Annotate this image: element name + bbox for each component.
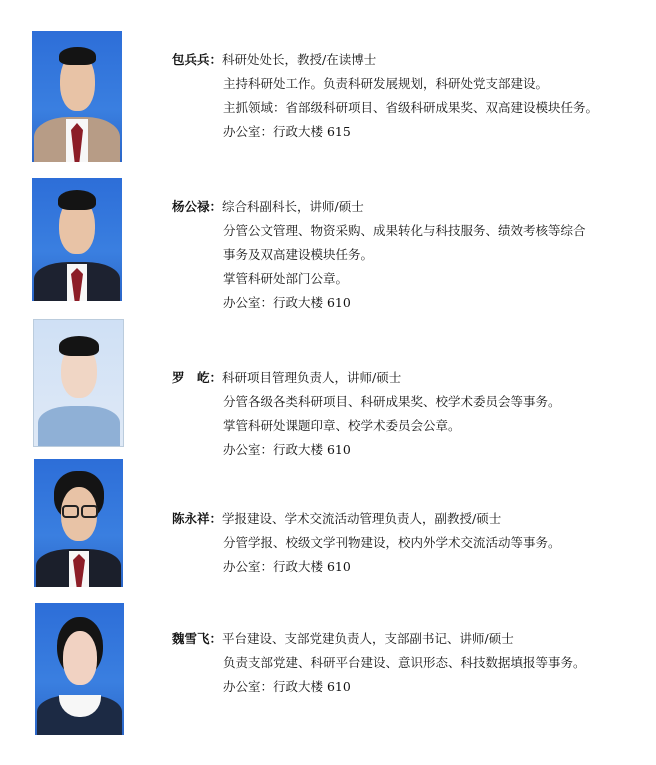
glasses-right	[81, 505, 98, 518]
portrait-photo	[33, 319, 124, 447]
staff-title: 平台建设、支部党建负责人，支部副书记、讲师/硕士	[222, 631, 514, 646]
staff-office: 办公室：行政大楼 615	[223, 124, 351, 139]
staff-duty: 掌管科研处课题印章、校学术委员会公章。	[223, 418, 461, 433]
staff-title: 综合科副科长，讲师/硕士	[222, 199, 364, 214]
portrait-photo	[35, 603, 124, 735]
staff-duty: 主抓领域：省部级科研项目、省级科研成果奖、双高建设模块任务。	[223, 100, 599, 115]
staff-duty: 掌管科研处部门公章。	[223, 271, 349, 286]
staff-name: 杨公禄：	[172, 199, 223, 214]
staff-duty: 负责支部党建、科研平台建设、意识形态、科技数据填报等事务。	[223, 655, 586, 670]
staff-duty: 事务及双高建设模块任务。	[223, 247, 374, 262]
hair	[59, 336, 99, 356]
staff-office: 办公室：行政大楼 610	[223, 295, 351, 310]
glasses-left	[62, 505, 79, 518]
staff-duty: 分管各级各类科研项目、科研成果奖、校学术委员会等事务。	[223, 394, 561, 409]
staff-name: 陈永祥：	[172, 511, 223, 526]
hair	[58, 190, 96, 210]
staff-name: 魏雪飞：	[172, 631, 223, 646]
staff-office: 办公室：行政大楼 610	[223, 442, 351, 457]
portrait-photo	[34, 459, 123, 587]
portrait-photo	[32, 31, 122, 162]
portrait-photo	[32, 178, 122, 301]
staff-title: 科研项目管理负责人，讲师/硕士	[222, 370, 402, 385]
staff-duty: 分管公文管理、物资采购、成果转化与科技服务、绩效考核等综合	[223, 223, 586, 238]
staff-office: 办公室：行政大楼 610	[223, 679, 351, 694]
staff-title: 科研处处长，教授/在读博士	[222, 52, 377, 67]
hair	[59, 47, 96, 65]
staff-office: 办公室：行政大楼 610	[223, 559, 351, 574]
face	[63, 631, 97, 685]
shirt-body	[38, 406, 120, 447]
staff-title: 学报建设、学术交流活动管理负责人，副教授/硕士	[222, 511, 502, 526]
staff-duty: 主持科研处工作。负责科研发展规划，科研处党支部建设。	[223, 76, 549, 91]
staff-duty: 分管学报、校级文学刊物建设，校内外学术交流活动等事务。	[223, 535, 561, 550]
staff-name: 包兵兵：	[172, 52, 223, 67]
staff-name: 罗 屹：	[172, 370, 223, 385]
